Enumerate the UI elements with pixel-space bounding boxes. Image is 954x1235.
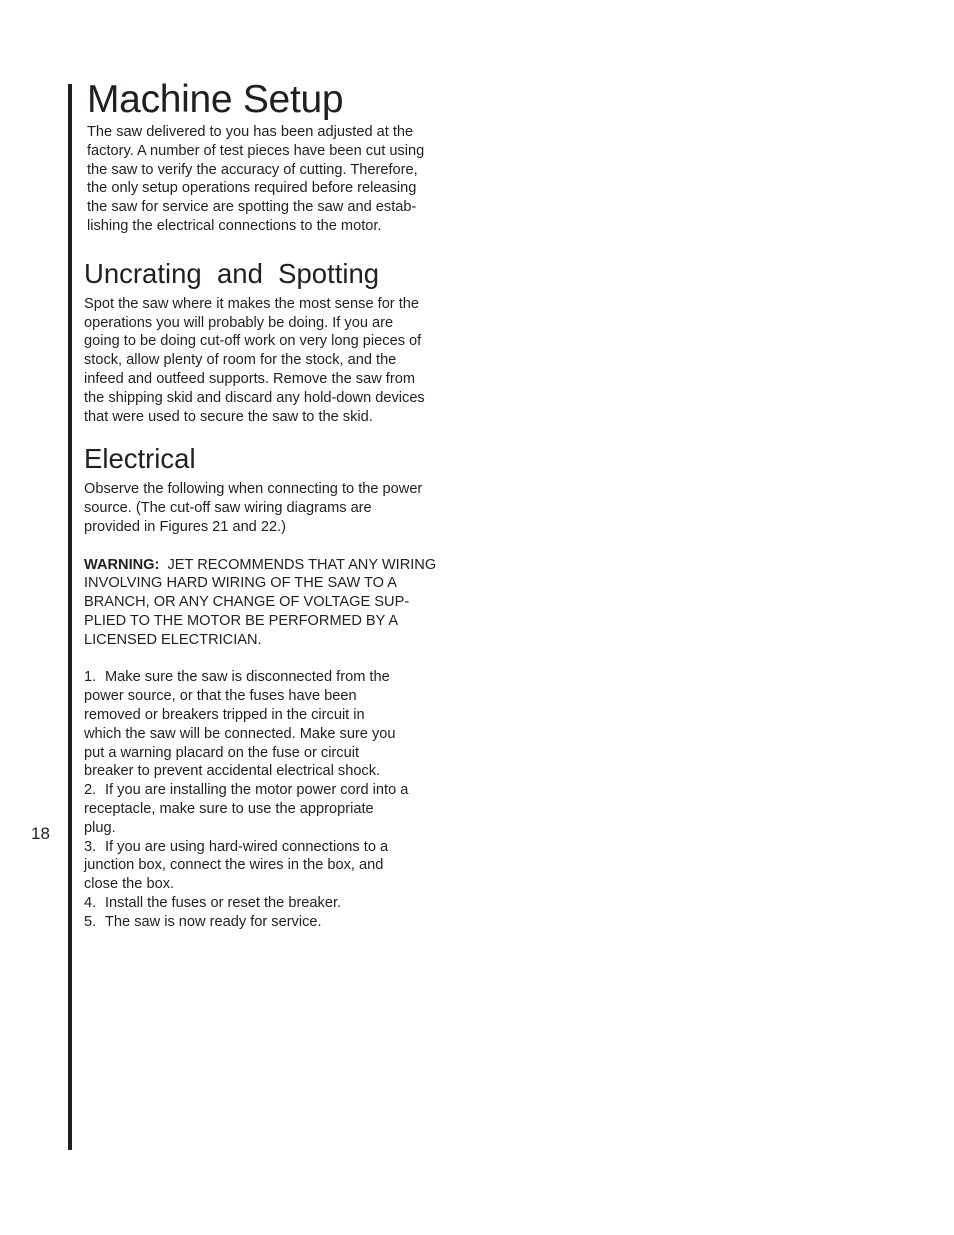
step-line: The saw is now ready for service.: [105, 913, 322, 930]
step-item: [84, 668, 456, 781]
uncrating-line: that were used to secure the saw to the skid.: [84, 408, 373, 425]
step-line: which the saw will be connected. Make sure you: [84, 725, 396, 742]
step-line: If you are installing the motor power cord into a: [105, 782, 409, 799]
intro-line: lishing the electrical connections to the motor.: [87, 217, 382, 234]
page-number: 18: [31, 824, 50, 843]
step-line: Install the fuses or reset the breaker.: [105, 894, 342, 911]
warning-first-line: [84, 556, 456, 575]
warning-text: JET RECOMMENDS THAT ANY WIRING: [159, 556, 437, 573]
step-item: [84, 894, 456, 913]
electrical-line: source. (The cut-off saw wiring diagrams are: [84, 500, 372, 517]
electrical-line: provided in Figures 21 and 22.): [84, 518, 287, 535]
page-content: [84, 78, 456, 931]
margin-rule: [68, 84, 72, 1150]
step-number: 1.: [84, 669, 97, 686]
warning-label: WARNING:: [84, 556, 160, 573]
step-number: 5.: [84, 913, 97, 930]
step-number: 4.: [84, 894, 97, 911]
intro-line: the only setup operations required before releasing: [87, 180, 417, 197]
uncrating-line: stock, allow plenty of room for the stock, and the: [84, 352, 397, 369]
warning-line: LICENSED ELECTRICIAN.: [84, 631, 262, 648]
step-item: [84, 838, 456, 894]
intro-line: factory. A number of test pieces have been cut using: [87, 142, 425, 159]
step-line: plug.: [84, 819, 116, 836]
step-number: 2.: [84, 782, 97, 799]
intro-line: The saw delivered to you has been adjusted at the: [87, 124, 414, 140]
step-line: removed or breakers tripped in the circuit in: [84, 706, 365, 723]
step-line: Make sure the saw is disconnected from the: [105, 669, 390, 686]
step-number: 3.: [84, 838, 97, 855]
uncrating-line: the shipping skid and discard any hold-down devices: [84, 389, 425, 406]
warning-line: INVOLVING HARD WIRING OF THE SAW TO A: [84, 575, 397, 592]
intro-paragraph: [87, 123, 456, 236]
uncrating-heading: Uncrating and Spotting: [84, 257, 380, 289]
step-line: breaker to prevent accidental electrical shock.: [84, 763, 381, 780]
uncrating-paragraph: [84, 295, 456, 427]
intro-line: the saw to verify the accuracy of cutting. Therefore,: [87, 161, 418, 178]
step-item: [84, 781, 456, 837]
warning-line: BRANCH, OR ANY CHANGE OF VOLTAGE SUP-: [84, 594, 410, 611]
uncrating-line: operations you will probably be doing. If you are: [84, 314, 394, 331]
step-line: close the box.: [84, 876, 175, 893]
setup-steps-list: [84, 668, 456, 931]
electrical-heading: Electrical: [84, 443, 196, 475]
uncrating-line: Spot the saw where it makes the most sense for the: [84, 295, 420, 312]
uncrating-line: going to be doing cut-off work on very long pieces of: [84, 333, 422, 350]
uncrating-line: infeed and outfeed supports. Remove the saw from: [84, 370, 415, 387]
step-line: If you are using hard-wired connections to a: [105, 838, 389, 855]
intro-line: the saw for service are spotting the saw and estab-: [87, 199, 417, 216]
warning-notice: [84, 556, 456, 650]
step-line: receptacle, make sure to use the appropriate: [84, 800, 374, 817]
step-line: power source, or that the fuses have been: [84, 688, 357, 705]
page-title: Machine Setup: [87, 78, 344, 121]
warning-line: PLIED TO THE MOTOR BE PERFORMED BY A: [84, 612, 399, 629]
step-item: [84, 913, 456, 932]
electrical-line: Observe the following when connecting to the power: [84, 481, 423, 498]
step-line: junction box, connect the wires in the box, and: [84, 857, 384, 874]
step-line: put a warning placard on the fuse or circuit: [84, 744, 360, 761]
electrical-paragraph: [84, 480, 456, 536]
